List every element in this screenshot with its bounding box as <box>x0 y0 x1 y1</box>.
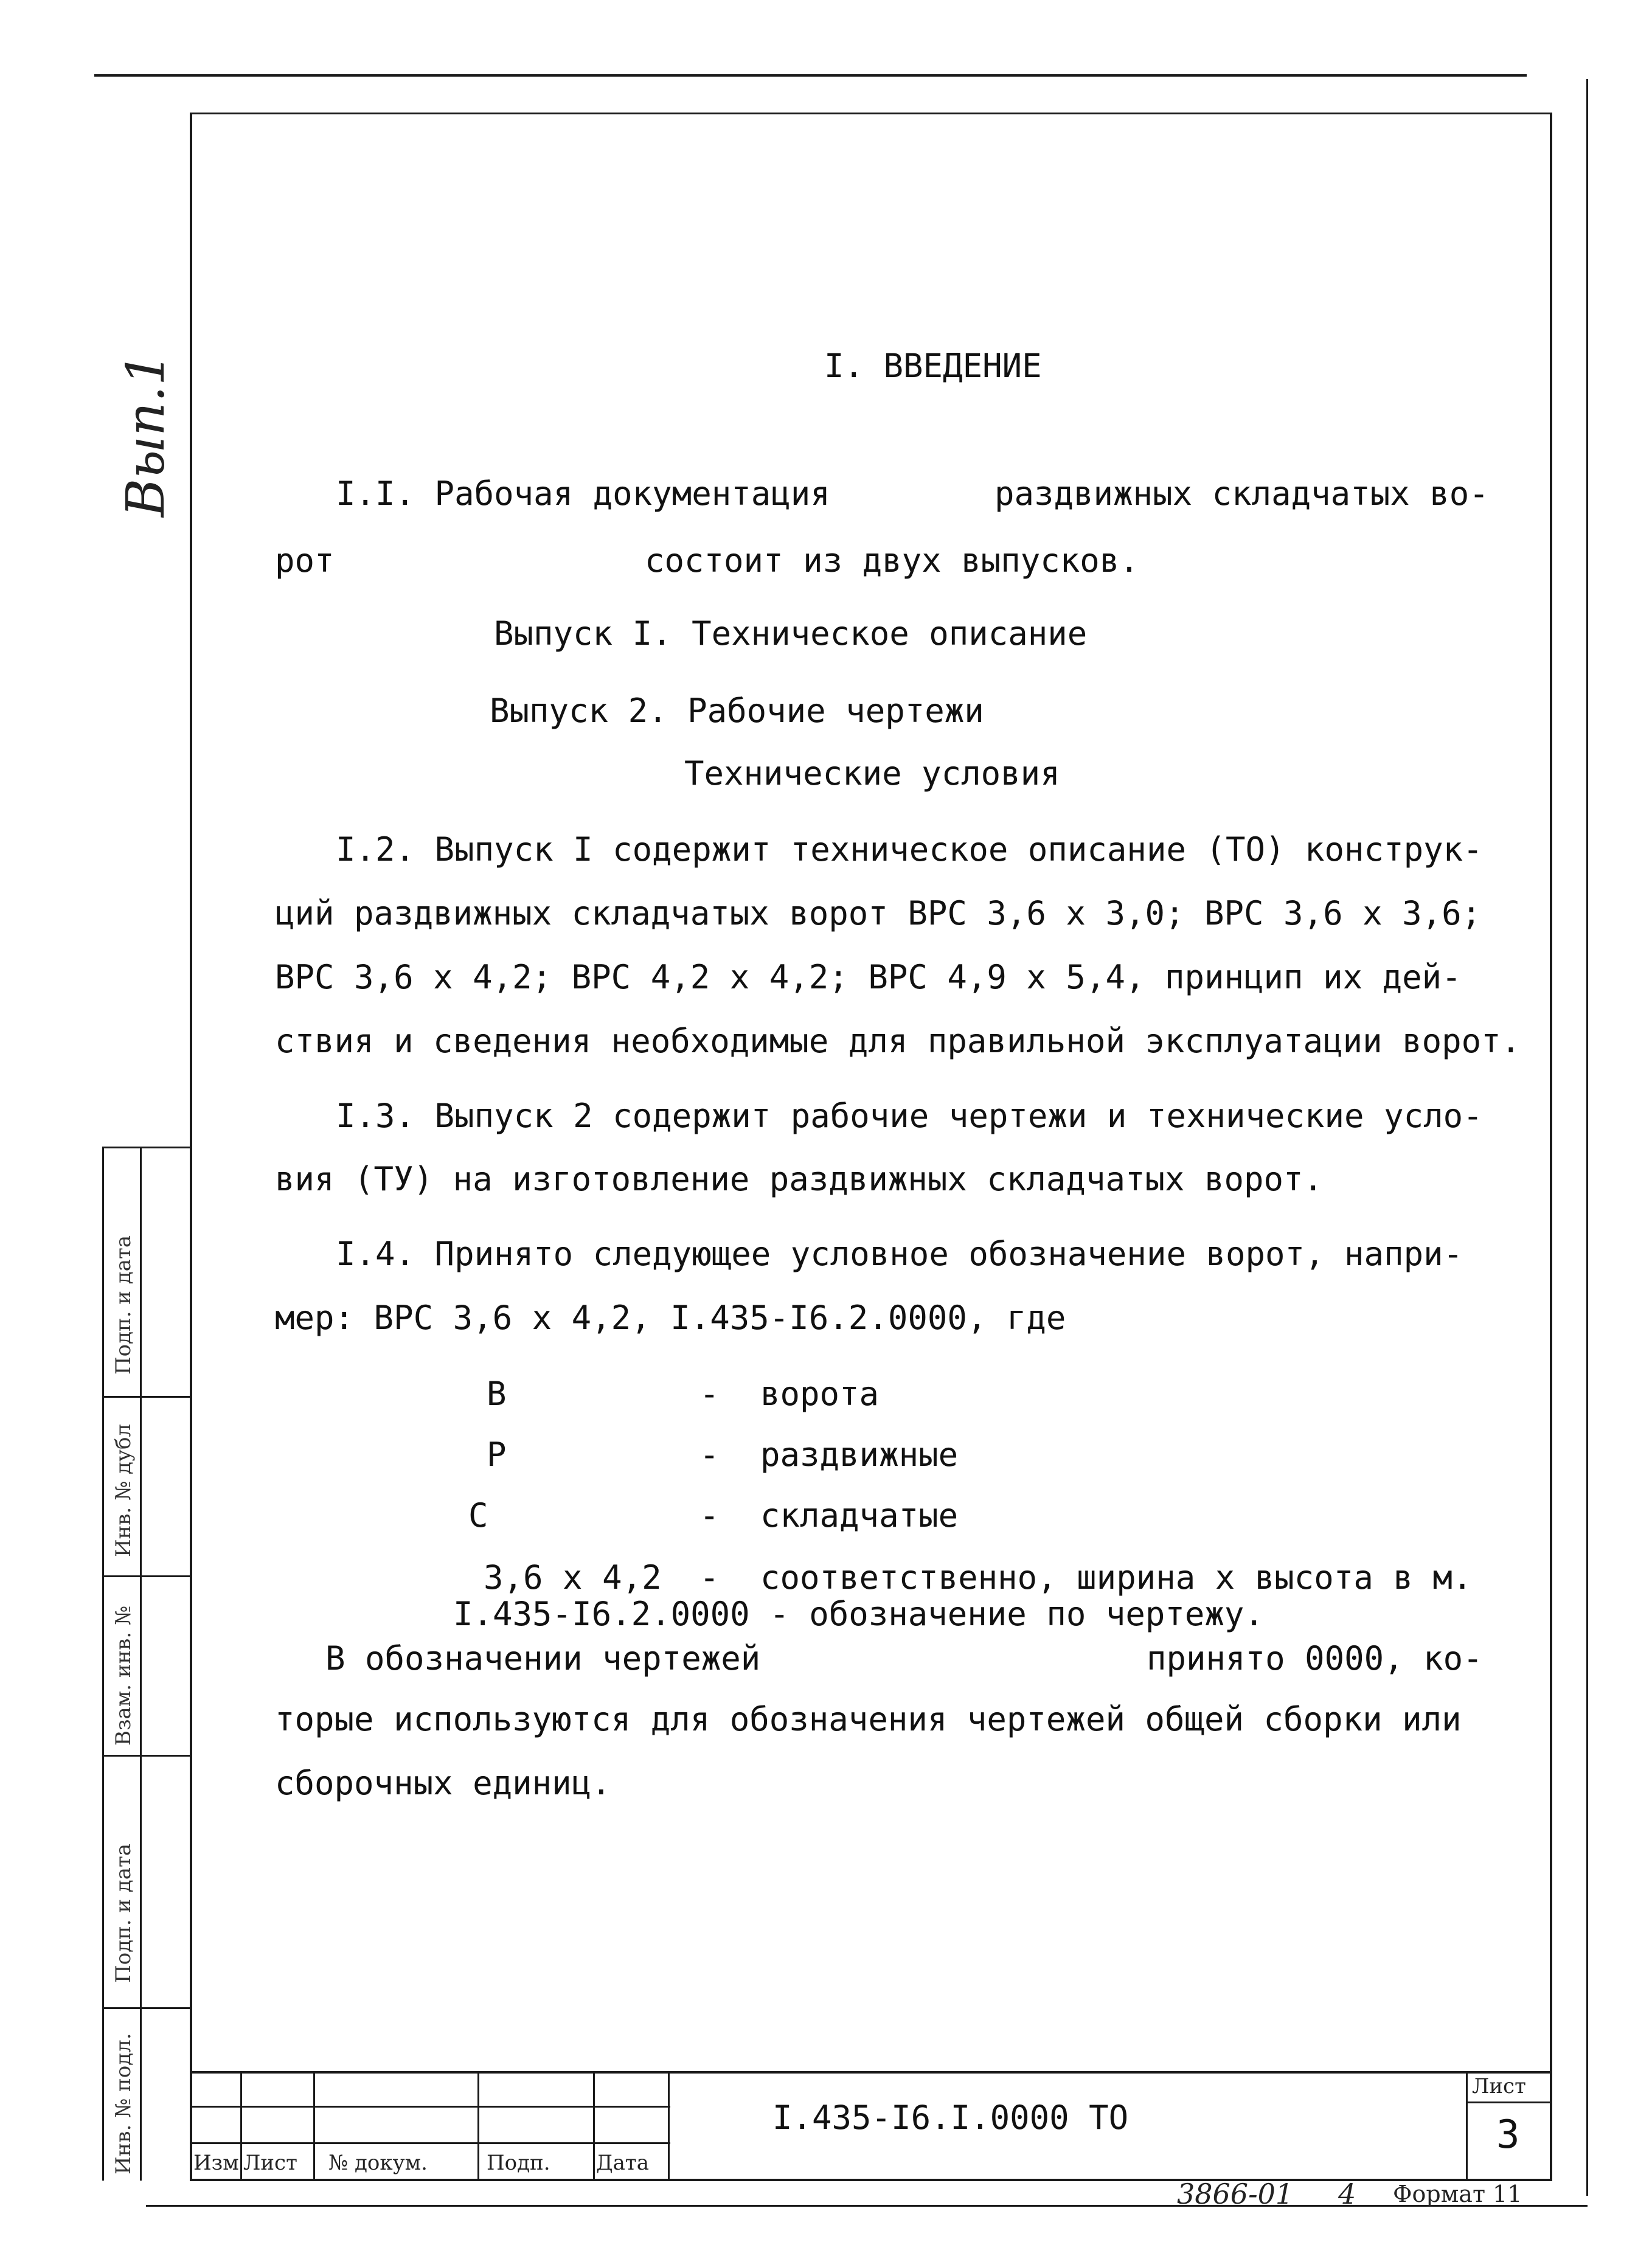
side-stamp-row-0 <box>102 1147 191 1148</box>
side-label-5: Инв. № подл. <box>111 2033 136 2174</box>
legend-value-4: соответственно, ширина х высота в м. <box>760 1558 1473 1597</box>
top-rule <box>94 74 1527 77</box>
legend-dash-3: - <box>699 1496 720 1535</box>
legend-value-1: ворота <box>760 1375 880 1413</box>
legend-dash-1: - <box>699 1375 720 1413</box>
legend-last: I.435-I6.2.0000 - обозначение по чертежу. <box>453 1595 1264 1633</box>
legend-key-3: С <box>468 1496 488 1535</box>
col-date: Дата <box>596 2151 649 2175</box>
order-number: 3866-01 <box>1177 2178 1294 2210</box>
legend-dash-4: - <box>699 1558 720 1597</box>
legend-key-4: 3,6 х 4,2 <box>484 1558 662 1597</box>
p1-line1-b: раздвижных складчатых во- <box>994 474 1489 513</box>
format-label: Формат 11 <box>1393 2181 1522 2207</box>
col-sep-3 <box>477 2071 479 2181</box>
title-block-row-b <box>190 2142 670 2144</box>
p2-line1: I.2. Выпуск I содержит техническое описание (ТО) конструк- <box>336 830 1483 869</box>
title-block-top <box>190 2071 1552 2074</box>
bottom-rule <box>146 2205 1588 2207</box>
page-title: I. ВВЕДЕНИЕ <box>824 347 1042 385</box>
side-label-4: Подп. и дата <box>111 1843 136 1983</box>
side-stamp-row-1 <box>102 1396 191 1398</box>
p2-line2: ций раздвижных складчатых ворот ВРС 3,6 х 3,0; ВРС 3,6 х 3,6; <box>275 894 1482 932</box>
sheet-label-sep <box>1466 2102 1552 2103</box>
side-stamp-row-2 <box>102 1575 191 1577</box>
p4-line1: I.4. Принято следующее условное обозначение ворот, напри- <box>336 1235 1463 1273</box>
legend-value-3: складчатые <box>760 1496 959 1535</box>
col-list: Лист <box>243 2151 297 2175</box>
col-izm: Изм <box>193 2151 239 2175</box>
p2-line3: ВРС 3,6 х 4,2; ВРС 4,2 х 4,2; ВРС 4,9 х 5,4, принцип их дей- <box>275 958 1462 996</box>
side-stamp-row-3 <box>102 1755 191 1757</box>
frame-right <box>1550 113 1552 2181</box>
outer-right-edge <box>1586 79 1588 2196</box>
p5-line1-a: В обозначении чертежей <box>325 1639 761 1678</box>
issue-1: Выпуск I. Техническое описание <box>494 614 1088 653</box>
p2-line4: ствия и сведения необходимые для правильной эксплуатации ворот. <box>275 1022 1521 1060</box>
col-sep-1 <box>240 2071 242 2181</box>
p5-line2: торые используются для обозначения чертежей общей сборки или <box>275 1700 1462 1738</box>
side-stamp-mid <box>140 1147 142 2181</box>
col-doc: № докум. <box>328 2151 428 2175</box>
sheet-sep <box>1466 2071 1468 2181</box>
document-designation: I.435-I6.I.0000 ТО <box>772 2098 1129 2137</box>
margin-note: Вып.1 <box>116 352 176 517</box>
issue-2-b: Технические условия <box>684 754 1060 793</box>
p4-line2: мер: ВРС 3,6 х 4,2, I.435-I6.2.0000, где <box>275 1299 1066 1337</box>
p3-line1: I.3. Выпуск 2 содержит рабочие чертежи и технические усло- <box>336 1097 1483 1135</box>
p5-line1-b: принято 0000, ко- <box>1147 1639 1483 1678</box>
legend-key-1: В <box>487 1375 507 1413</box>
p1-line2-b: состоит из двух выпусков. <box>645 541 1139 580</box>
side-label-2: Инв. № дубл <box>111 1423 136 1557</box>
p3-line2: вия (ТУ) на изготовление раздвижных складчатых ворот. <box>275 1160 1324 1198</box>
side-label-1: Подп. и дата <box>111 1235 136 1375</box>
col-sep-4 <box>593 2071 595 2181</box>
sheet-label: Лист <box>1472 2074 1526 2098</box>
p1-line2-a: рот <box>275 541 335 580</box>
sheet-number: 3 <box>1496 2112 1520 2157</box>
copy-mark: 4 <box>1338 2178 1356 2210</box>
side-stamp-row-4 <box>102 2007 191 2009</box>
col-sep-5 <box>668 2071 670 2181</box>
title-block-row-a <box>190 2106 670 2108</box>
p5-line3: сборочных единиц. <box>275 1764 611 1802</box>
legend-dash-2: - <box>699 1435 720 1474</box>
side-stamp-left <box>102 1147 104 2181</box>
legend-value-2: раздвижные <box>760 1435 959 1474</box>
col-sep-2 <box>313 2071 315 2181</box>
p1-line1-a: I.I. Рабочая документация <box>336 474 830 513</box>
issue-2: Выпуск 2. Рабочие чертежи <box>490 692 984 730</box>
frame-top <box>190 113 1552 114</box>
legend-key-2: Р <box>487 1435 507 1474</box>
side-label-3: Взам. инв. № <box>111 1605 136 1746</box>
col-sign: Подп. <box>487 2151 550 2175</box>
